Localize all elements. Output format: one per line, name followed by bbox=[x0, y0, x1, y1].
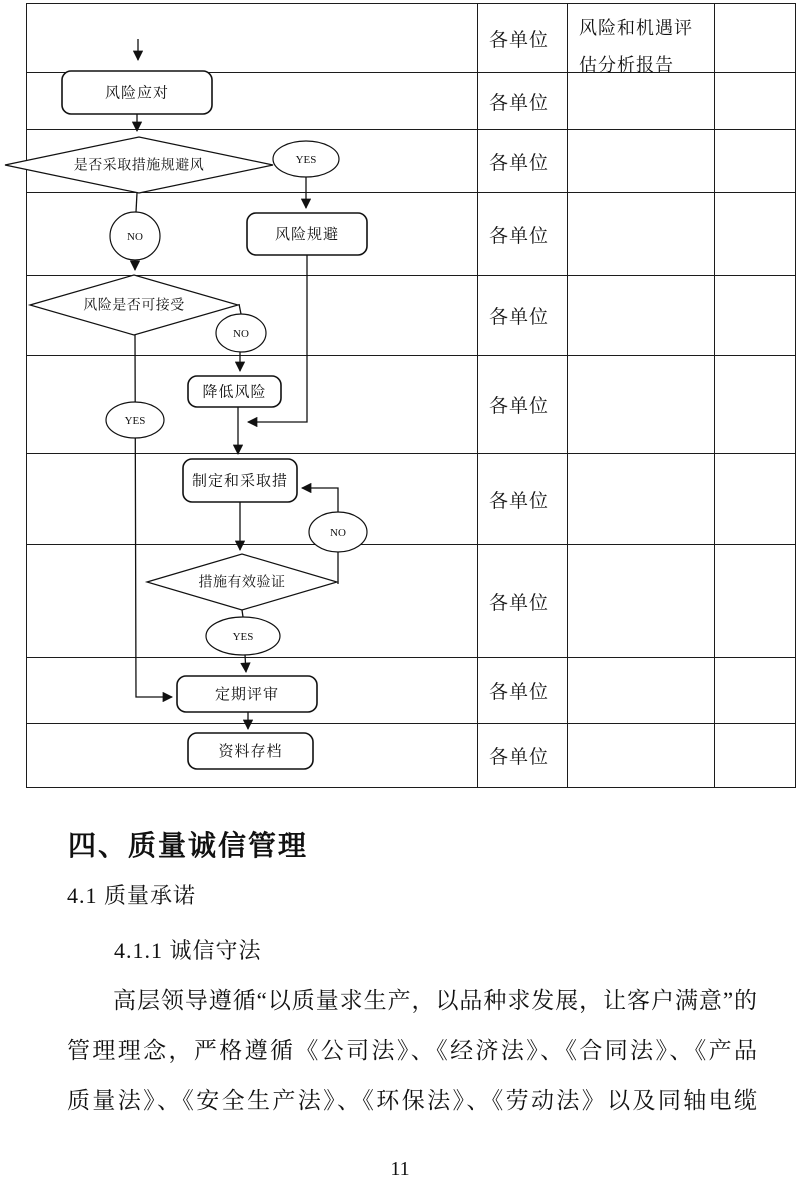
paragraph-line: 管理理念，严格遵循《公司法》、《经济法》、《合同法》、《产品 bbox=[67, 1038, 757, 1063]
doc-cell bbox=[568, 73, 715, 130]
flow-connector bbox=[136, 193, 137, 212]
flow-connector bbox=[245, 655, 246, 672]
sub-heading-quality-commitment: 4.1 质量承诺 bbox=[67, 883, 197, 908]
risk-response-box-label: 风险应对 bbox=[104, 85, 170, 102]
blank-cell bbox=[715, 130, 796, 193]
unit-cell: 各单位 bbox=[478, 545, 568, 658]
yes-label-1-label: YES bbox=[295, 154, 317, 166]
doc-cell bbox=[568, 545, 715, 658]
sub-heading-integrity-law: 4.1.1 诚信守法 bbox=[114, 938, 262, 963]
doc-cell bbox=[568, 454, 715, 545]
unit-cell: 各单位 bbox=[478, 130, 568, 193]
doc-cell bbox=[568, 276, 715, 356]
flow-connector bbox=[239, 304, 241, 314]
risk-avoidance-box-label: 风险规避 bbox=[274, 227, 340, 243]
periodic-review-box-label: 定期评审 bbox=[214, 687, 280, 703]
archive-box-label: 资料存档 bbox=[218, 744, 283, 760]
doc-cell bbox=[568, 658, 715, 724]
body-paragraph bbox=[67, 986, 757, 1136]
blank-cell bbox=[715, 545, 796, 658]
section-heading: 四、质量诚信管理 bbox=[68, 831, 309, 862]
unit-cell: 各单位 bbox=[478, 356, 568, 454]
take-measures-box-label: 制定和采取措 bbox=[191, 473, 289, 490]
blank-cell bbox=[715, 454, 796, 545]
unit-cell: 各单位 bbox=[478, 73, 568, 130]
paragraph-line: 质量法》、《安全生产法》、《环保法》、《劳动法》以及同轴电缆 bbox=[67, 1088, 757, 1113]
unit-cell: 各单位 bbox=[478, 193, 568, 276]
yes-label-3-label: YES bbox=[232, 631, 254, 643]
flow-connector bbox=[242, 610, 243, 617]
decision-verify-diamond-label: 措施有效验证 bbox=[198, 575, 286, 591]
blank-cell bbox=[715, 724, 796, 788]
yes-label-2-label: YES bbox=[124, 415, 146, 427]
flow-connector bbox=[135, 335, 172, 697]
no-label-1-label: NO bbox=[127, 231, 143, 243]
no-label-2-label: NO bbox=[233, 328, 249, 340]
doc-cell bbox=[568, 724, 715, 788]
blank-cell bbox=[715, 276, 796, 356]
blank-cell bbox=[715, 193, 796, 276]
doc-cell bbox=[568, 356, 715, 454]
decision-acceptable-diamond-label: 风险是否可接受 bbox=[83, 298, 185, 314]
unit-cell: 各单位 bbox=[478, 724, 568, 788]
doc-cell: 风险和机遇评估分析报告 bbox=[568, 4, 715, 73]
reduce-risk-box-label: 降低风险 bbox=[202, 384, 267, 401]
blank-cell bbox=[715, 658, 796, 724]
flowchart-svg bbox=[0, 0, 480, 790]
unit-cell: 各单位 bbox=[478, 454, 568, 545]
page-number: 11 bbox=[390, 1158, 410, 1180]
unit-cell: 各单位 bbox=[478, 658, 568, 724]
no-label-3-label: NO bbox=[330, 527, 346, 539]
decision-avoid-diamond-label: 是否采取措施规避风 bbox=[73, 158, 205, 174]
unit-cell: 各单位 bbox=[478, 276, 568, 356]
doc-cell bbox=[568, 130, 715, 193]
blank-cell bbox=[715, 73, 796, 130]
blank-cell bbox=[715, 4, 796, 73]
doc-cell bbox=[568, 193, 715, 276]
unit-cell: 各单位 bbox=[478, 4, 568, 73]
blank-cell bbox=[715, 356, 796, 454]
paragraph-line: 高层领导遵循“以质量求生产，以品种求发展，让客户满意”的 bbox=[113, 988, 757, 1013]
